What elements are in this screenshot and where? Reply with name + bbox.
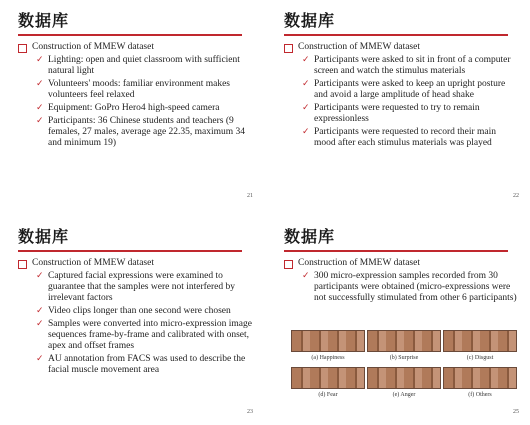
square-bullet-icon <box>284 44 293 53</box>
list-item <box>36 55 254 77</box>
checkmark-icon: ✓ <box>36 354 44 364</box>
page-number: 22 <box>513 193 519 199</box>
list-item <box>36 319 254 352</box>
list-item <box>302 271 520 304</box>
slide-heading: Construction of MMEW dataset <box>32 42 154 52</box>
page-number: 21 <box>247 193 253 199</box>
face-sequence-image <box>291 367 365 389</box>
thumbnail-caption: (e) Anger <box>392 392 416 398</box>
slide-4 <box>270 220 525 425</box>
checkmark-icon: ✓ <box>302 271 310 281</box>
thumbnail-disgust <box>444 330 516 365</box>
title-rule <box>284 34 508 36</box>
list-item <box>36 79 254 101</box>
thumbnail-others <box>444 367 516 402</box>
thumbnail-surprise <box>368 330 440 365</box>
page-number: 25 <box>513 409 519 415</box>
list-item-text: Participants were asked to sit in front of a computer screen and watch the stimulus materials <box>314 55 511 76</box>
list-item-text: Participants were requested to try to remain expressionless <box>314 103 480 124</box>
thumbnail-caption: (b) Surprise <box>389 355 419 361</box>
list-item-text: Participants were asked to keep an upright posture and avoid a large amplitude of head shake <box>314 79 506 100</box>
slide-title: 数据库 <box>18 227 70 246</box>
list-item-text: Captured facial expressions were examined to guarantee that the samples were not interfered by irrelevant factors <box>48 271 236 303</box>
face-sequence-image <box>291 330 365 352</box>
checkmark-icon: ✓ <box>302 127 310 137</box>
checkmark-icon: ✓ <box>36 79 44 89</box>
slide-title: 数据库 <box>284 11 336 30</box>
list-item <box>36 103 254 114</box>
list-item-text: Participants: 36 Chinese students and teachers (9 females, 27 males, average age 22.35, maximum 34 and minimum 19) <box>48 116 246 148</box>
checkmark-icon: ✓ <box>36 271 44 281</box>
thumbnail-fear <box>292 367 364 402</box>
checkmark-icon: ✓ <box>302 103 310 113</box>
list-item-text: 300 micro-expression samples recorded from 30 participants were obtained (micro-expressions were not successfully stimulated from other 6 participants) <box>314 271 517 303</box>
thumbnail-caption: (d) Fear <box>318 392 338 398</box>
heading-row <box>284 258 520 269</box>
checkmark-icon: ✓ <box>36 116 44 126</box>
checkmark-icon: ✓ <box>36 306 44 316</box>
square-bullet-icon <box>18 44 27 53</box>
thumbnail-caption: (f) Others <box>468 392 492 398</box>
list-item-text: Lighting: open and quiet classroom with sufficient natural light <box>48 55 240 76</box>
title-rule <box>18 250 242 252</box>
slide-heading: Construction of MMEW dataset <box>298 258 420 268</box>
list-item <box>302 79 520 101</box>
title-rule <box>18 34 242 36</box>
checkmark-icon: ✓ <box>36 55 44 65</box>
slide-body <box>284 258 520 306</box>
list-item <box>36 271 254 304</box>
list-item <box>302 55 520 77</box>
title-rule <box>284 250 508 252</box>
page-number: 23 <box>247 409 253 415</box>
list-item-text: Equipment: GoPro Hero4 high-speed camera <box>48 103 220 113</box>
list-item <box>302 103 520 125</box>
slide-heading: Construction of MMEW dataset <box>32 258 154 268</box>
list-item-text: Participants were requested to record their main mood after each stimulus materials was played <box>314 127 497 148</box>
checkmark-icon: ✓ <box>302 79 310 89</box>
list-item <box>302 127 520 149</box>
face-sequence-image <box>367 367 441 389</box>
checkmark-icon: ✓ <box>36 103 44 113</box>
checkmark-icon: ✓ <box>302 55 310 65</box>
slide-1 <box>4 4 259 209</box>
list-item-text: Volunteers' moods: familiar environment makes volunteers feel relaxed <box>48 79 230 100</box>
slide-title: 数据库 <box>284 227 336 246</box>
thumbnail-happiness <box>292 330 364 365</box>
slide-3 <box>4 220 259 425</box>
thumbnail-caption: (c) Disgust <box>466 355 494 361</box>
thumbnail-anger <box>368 367 440 402</box>
slide-2 <box>270 4 525 209</box>
heading-row <box>284 42 520 53</box>
slide-body <box>18 42 254 151</box>
face-sequence-image <box>443 330 517 352</box>
slide-body <box>18 258 254 378</box>
slide-body <box>284 42 520 151</box>
checkmark-icon: ✓ <box>36 319 44 329</box>
expression-thumbnails <box>292 330 517 402</box>
face-sequence-image <box>443 367 517 389</box>
list-item <box>36 116 254 149</box>
slide-heading: Construction of MMEW dataset <box>298 42 420 52</box>
list-item-text: Samples were converted into micro-expression image sequences frame-by-frame and calibrated with onset, apex and offset frames <box>48 319 252 351</box>
list-item <box>36 354 254 376</box>
square-bullet-icon <box>284 260 293 269</box>
heading-row <box>18 42 254 53</box>
square-bullet-icon <box>18 260 27 269</box>
thumbnail-caption: (a) Happiness <box>311 355 345 361</box>
list-item <box>36 306 254 317</box>
list-item-text: Video clips longer than one second were chosen <box>48 306 231 316</box>
face-sequence-image <box>367 330 441 352</box>
slide-title: 数据库 <box>18 11 70 30</box>
heading-row <box>18 258 254 269</box>
list-item-text: AU annotation from FACS was used to describe the facial muscle movement area <box>48 354 246 375</box>
